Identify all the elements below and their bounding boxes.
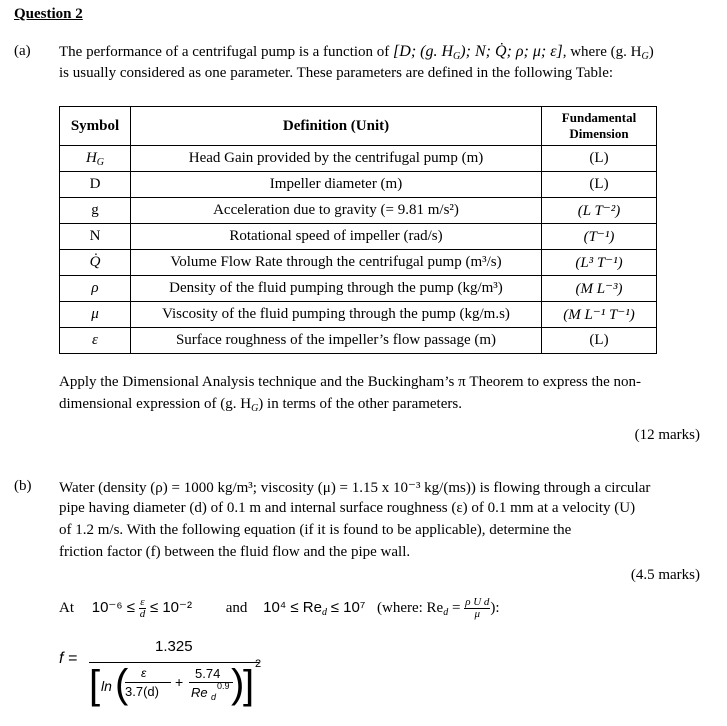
definition-cell: Viscosity of the fluid pumping through the pump (kg/m.s) [131, 302, 542, 328]
table-row [60, 250, 657, 276]
definition-cell: Acceleration due to gravity (= 9.81 m/s²) [131, 198, 542, 224]
parameter-table [59, 106, 657, 354]
symbol-cell: ε [60, 328, 131, 354]
definition-cell: Rotational speed of impeller (rad/s) [131, 224, 542, 250]
symbol-cell: N [60, 224, 131, 250]
part-b-line4: friction factor (f) between the fluid flow and the pipe wall. [59, 544, 411, 560]
part-b-line3: of 1.2 m/s. With the following equation (if it is found to be applicable), determine the [59, 522, 572, 538]
symbol-cell: μ [60, 302, 131, 328]
table-row [60, 328, 657, 354]
part-a-label: (a) [14, 43, 31, 59]
definition-cell: Density of the fluid pumping through the pump (kg/m³) [131, 276, 542, 302]
part-b-label: (b) [14, 478, 32, 494]
symbol-cell: ρ [60, 276, 131, 302]
table-row [60, 172, 657, 198]
definition-cell: Volume Flow Rate through the centrifugal pump (m³/s) [131, 250, 542, 276]
symbol-cell: Q̇ [60, 250, 131, 276]
symbol-cell: D [60, 172, 131, 198]
part-a-line2: is usually considered as one parameter. These parameters are defined in the following Table: [59, 65, 614, 81]
symbol-cell: $H_G$ [60, 146, 131, 172]
part-b-marks: (4.5 marks) [630, 567, 700, 583]
definition-cell: Impeller diameter (m) [131, 172, 542, 198]
table-row [60, 224, 657, 250]
definition-cell: Head Gain provided by the centrifugal pump (m) [131, 146, 542, 172]
question-title: Question 2 [14, 6, 83, 22]
dimension-cell: (L³ T⁻¹) [542, 250, 657, 276]
friction-equation: f = 1.325 [ ln ( ε 3.7(d) + 5.74 Re d 0.9 ) ] 2 [59, 638, 262, 707]
definition-cell: Surface roughness of the impeller’s flow passage (m) [131, 328, 542, 354]
condition-line: At 10⁻⁶ ≤ $\frac{\varepsilon}{d}$ ≤ 10⁻² and $10^4 \le Re_d \le 10^7$ (where: $Re_d$ = $\frac{\text{ρ U d}}{\mu}$ ): [59, 596, 500, 620]
dimension-cell: (L) [542, 328, 657, 354]
table-header-row [60, 107, 657, 146]
dimension-cell: (T⁻¹) [542, 224, 657, 250]
dimension-cell: (M L⁻¹ T⁻¹) [542, 302, 657, 328]
dimension-cell: (L) [542, 172, 657, 198]
symbol-cell: g [60, 198, 131, 224]
header-symbol: Symbol [60, 107, 131, 146]
part-a-line1: The performance of a centrifugal pump is a function of [D; (g. $H_G$); N; Q̇; ρ; μ; ε], where (g. $H_G$) [59, 43, 654, 62]
part-a-marks: (12 marks) [634, 427, 700, 443]
header-definition: Definition (Unit) [131, 107, 542, 146]
part-b-line1: Water (density (ρ) = 1000 kg/m³; viscosity (μ) = 1.15 x 10⁻³ kg/(ms)) is flowing through a circular [59, 480, 651, 496]
part-b-line2: pipe having diameter (d) of 0.1 m and internal surface roughness (ε) of 0.1 mm at a velocity (U) [59, 500, 636, 516]
dimension-cell: (M L⁻³) [542, 276, 657, 302]
apply-line1: Apply the Dimensional Analysis technique and the Buckingham’s π Theorem to express the non- [59, 374, 642, 390]
apply-line2: dimensional expression of (g. $H_G$) in terms of the other parameters. [59, 396, 462, 414]
header-dimension: Fundamental Dimension [542, 107, 657, 146]
table-row [60, 146, 657, 172]
table-row [60, 302, 657, 328]
table-row [60, 276, 657, 302]
table-row [60, 198, 657, 224]
dimension-cell: (L T⁻²) [542, 198, 657, 224]
dimension-cell: (L) [542, 146, 657, 172]
